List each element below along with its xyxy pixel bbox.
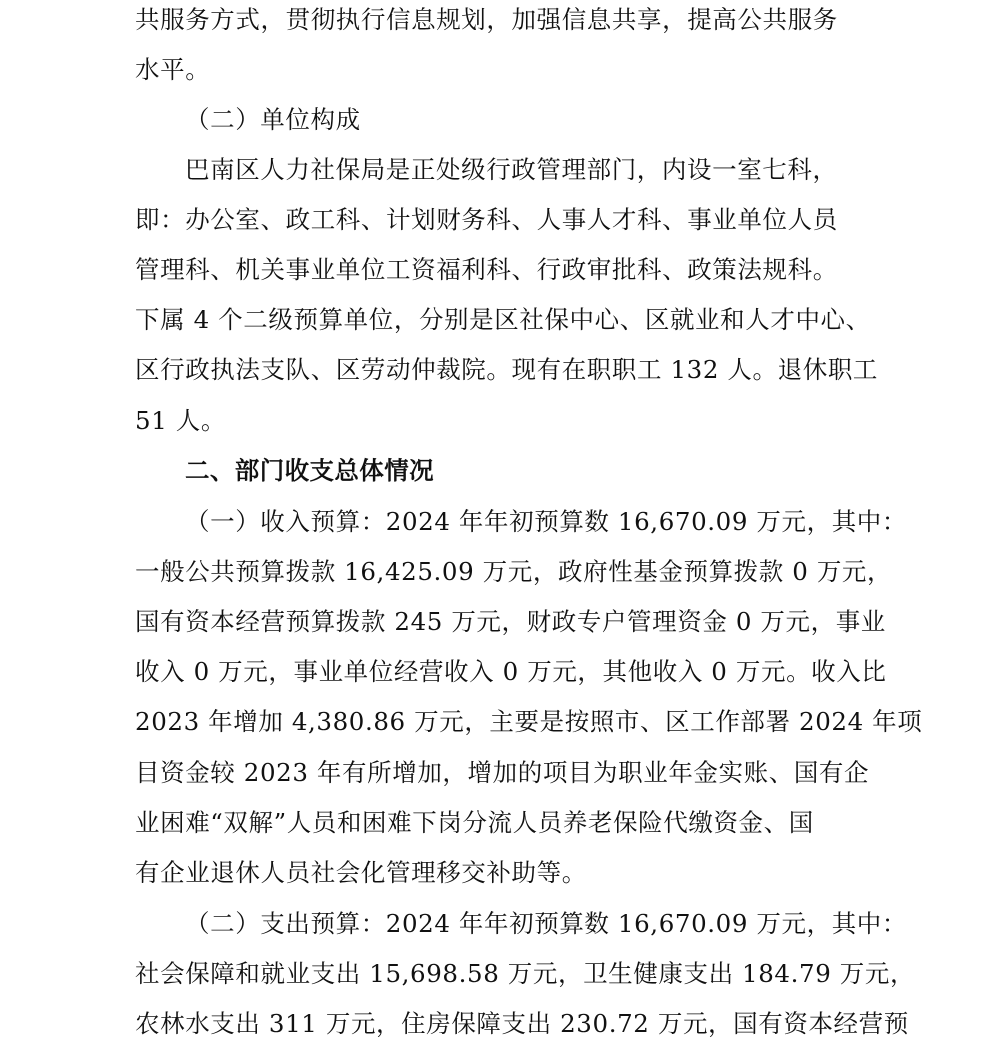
section-heading-budget-overview: 二、部门收支总体情况: [185, 456, 434, 485]
section-subheading-unit-composition: （二）单位构成: [185, 105, 361, 134]
paragraph-line: 下属 4 个二级预算单位，分别是区社保中心、区就业和人才中心、: [135, 305, 871, 334]
paragraph-line: 51 人。: [135, 406, 226, 435]
paragraph-line: 业困难“双解”人员和困难下岗分流人员养老保险代缴资金、国: [135, 808, 814, 837]
paragraph-line: 巴南区人力社保局是正处级行政管理部门，内设一室七科，: [185, 155, 838, 184]
paragraph-line: 有企业退休人员社会化管理移交补助等。: [135, 858, 587, 887]
paragraph-line: 社会保障和就业支出 15,698.58 万元，卫生健康支出 184.79 万元，: [135, 959, 916, 988]
paragraph-line: 共服务方式，贯彻执行信息规划，加强信息共享，提高公共服务: [135, 5, 838, 34]
paragraph-line: 2023 年增加 4,380.86 万元，主要是按照市、区工作部署 2024 年项: [135, 707, 923, 736]
paragraph-line: 区行政执法支队、区劳动仲裁院。现有在职职工 132 人。退休职工: [135, 355, 879, 384]
paragraph-line: 收入 0 万元，事业单位经营收入 0 万元，其他收入 0 万元。收入比: [135, 657, 887, 686]
paragraph-line: （二）支出预算：2024 年年初预算数 16,670.09 万元，其中：: [185, 909, 908, 938]
paragraph-line: 管理科、机关事业单位工资福利科、行政审批科、政策法规科。: [135, 255, 838, 284]
paragraph-line: 一般公共预算拨款 16,425.09 万元，政府性基金预算拨款 0 万元，: [135, 557, 893, 586]
paragraph-line: 水平。: [135, 55, 211, 84]
paragraph-line: 国有资本经营预算拨款 245 万元，财政专户管理资金 0 万元，事业: [135, 607, 886, 636]
paragraph-line: 即：办公室、政工科、计划财务科、人事人才科、事业单位人员: [135, 205, 838, 234]
paragraph-line: （一）收入预算：2024 年年初预算数 16,670.09 万元，其中：: [185, 507, 908, 536]
paragraph-line: 目资金较 2023 年有所增加，增加的项目为职业年金实账、国有企: [135, 758, 870, 787]
paragraph-line: 农林水支出 311 万元，住房保障支出 230.72 万元，国有资本经营预: [135, 1009, 909, 1038]
